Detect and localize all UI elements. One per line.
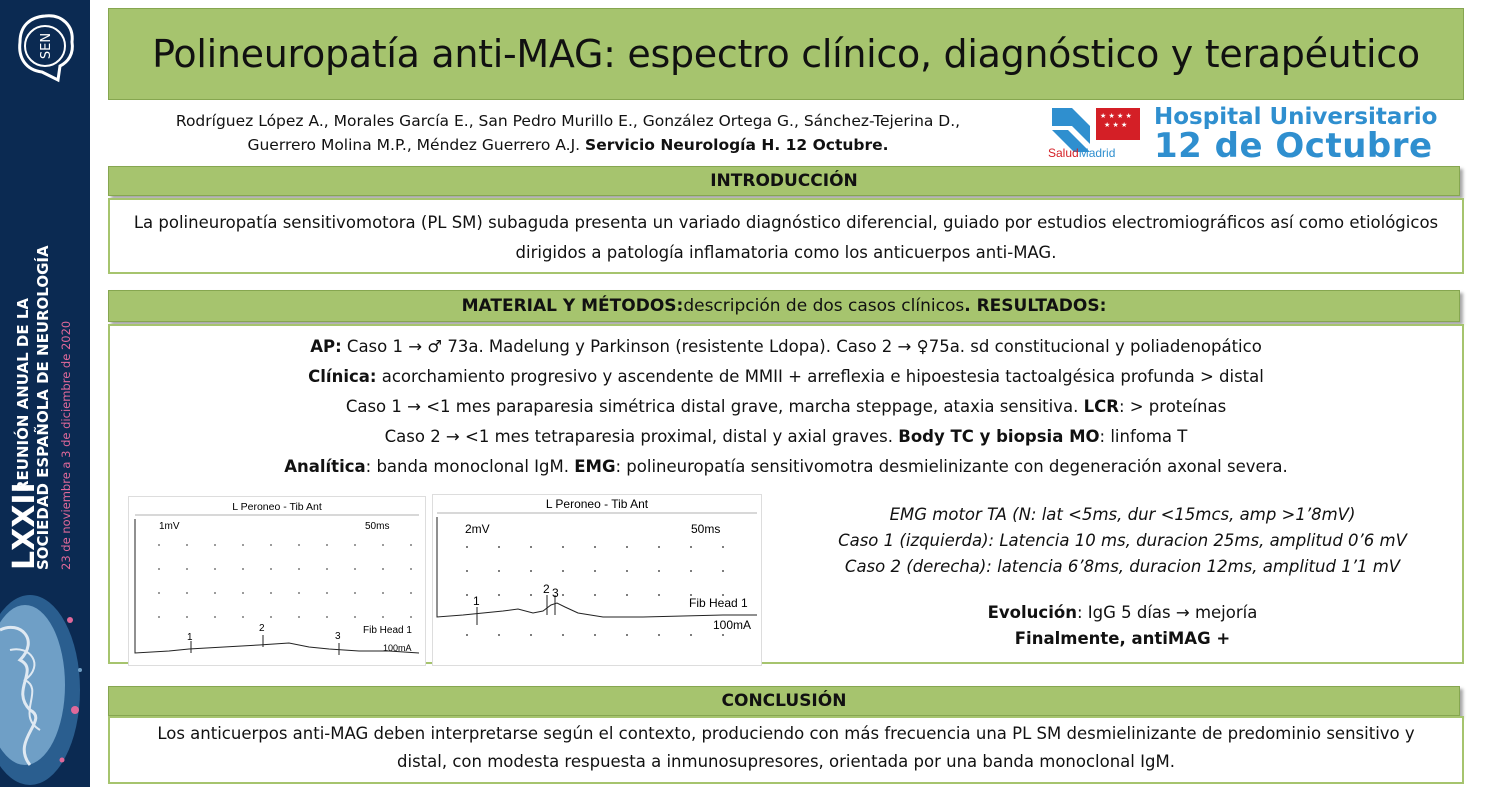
emg-left-time: 50ms [365,521,390,532]
emg-left-marker2: 2 [259,623,265,634]
emg-right-marker2: 2 [543,582,550,596]
meeting-line1: REUNIÓN ANUAL DE LA [14,298,32,492]
final-result: Finalmente, antiMAG + [1014,629,1231,648]
brain-illustration [0,590,90,787]
conclusion-heading-bar [108,686,1460,716]
meeting-line2: SOCIEDAD ESPAÑOLA DE NEUROLOGÍA [34,245,52,570]
methods-heading-bold2: . RESULTADOS: [964,296,1107,316]
evolucion-text: : IgG 5 días → mejoría [1076,603,1258,622]
ap-text: Caso 1 → ♂ 73a. Madelung y Parkinson (resistente Ldopa). Caso 2 → ♀75a. sd constitucional y poliadenopático [341,337,1262,356]
caso1-lcr-text: : > proteínas [1118,397,1227,416]
methods-heading-bar [108,290,1460,322]
conclusion-text: Los anticuerpos anti-MAG deben interpretarse según el contexto, produciendo con más frecuencia una PL SM desmielinizante de predominio sensitivo y distal, con modesta respuesta a inmunosupresores, orientada por una banda monoclonal IgM. [157,724,1415,771]
meeting-number: LXXII [7,482,42,570]
methods-heading-bold1: MATERIAL Y MÉTODOS: [461,296,684,316]
caso2-result: : linfoma T [1099,427,1188,446]
emg-right-marker3: 3 [552,586,559,600]
authors-line2: Guerrero Molina M.P., Méndez Guerrero A.J. [247,136,581,154]
caso2-label: Body TC y biopsia MO [898,427,1100,446]
caso1-text: Caso 1 → <1 mes paraparesia simétrica distal grave, marcha steppage, ataxia sensitiva. [345,397,1084,416]
emg-right-site: Fib Head 1 [689,596,748,610]
authors-service: Servicio Neurología H. 12 Octubre. [585,136,889,154]
caso2-line [110,422,1462,452]
svg-text:★ ★ ★: ★ ★ ★ [1104,121,1128,129]
emg-text: : polineuropatía sensitivomotra desmielinizante con degeneración axonal severa. [615,457,1288,476]
conclusion-heading: CONCLUSIÓN [721,691,847,711]
emg-left-marker3: 3 [335,631,341,642]
emg-right-marker1: 1 [473,594,480,608]
clinica-text: acorchamiento progresivo y ascendente de MMII + arreflexia e hipoestesia tactoalgésica profunda > distal [376,367,1264,386]
conference-sidebar [0,0,90,787]
emg-right-title: L Peroneo - Tib Ant [545,497,649,511]
meeting-title-vertical [0,0,90,600]
intro-heading: INTRODUCCIÓN [710,171,858,191]
emg-right-stim: 100mA [713,618,752,632]
meeting-dates: 23 de noviembre a 3 de diciembre de 2020 [59,320,73,570]
analitica-text: : banda monoclonal IgM. [365,457,575,476]
emg-notes-line1: EMG motor TA (N: lat <5ms, dur <15mcs, amp >1’8mV) [889,505,1356,524]
sen-logo-text: SEN [39,32,54,60]
emg-right-time: 50ms [691,522,721,536]
intro-heading-bar [108,166,1460,196]
evolucion-line [790,600,1455,626]
emg-right-plot [433,495,761,665]
authors-block [108,109,1028,157]
emg-notes-line3: Caso 2 (derecha): latencia 6’8ms, duracion 12ms, amplitud 1’1 mV [844,557,1401,576]
intro-body [108,198,1464,274]
ap-line [110,332,1462,362]
svg-text:★ ★ ★ ★: ★ ★ ★ ★ [1100,112,1132,120]
hospital-logo [1044,104,1464,164]
conclusion-body [108,716,1464,784]
hospital-name-line2: 12 de Octubre [1154,126,1433,166]
salud-word: Salud [1048,146,1079,160]
evolucion-label: Evolución [987,603,1077,622]
authors-line1: Rodríguez López A., Morales García E., San Pedro Murillo E., González Ortega G., Sánchez-Tejerina D., [175,112,961,130]
hospital-name-line1: Hospital Universitario [1154,104,1438,130]
poster-title: Polineuropatía anti-MAG: espectro clínico, diagnóstico y terapéutico [152,32,1420,76]
emg-right-amp: 2mV [465,522,490,536]
salud-madrid-label [1048,146,1115,160]
analitica-label: Analítica [284,457,366,476]
caso1-line [110,392,1462,422]
caso2-text: Caso 2 → <1 mes tetraparesia proximal, distal y axial graves. [384,427,899,446]
clinica-line [110,362,1462,392]
emg-trace-left [128,496,426,666]
emg-left-stim: 100mA [383,643,412,653]
intro-text: La polineuropatía sensitivomotora (PL SM) subaguda presenta un variado diagnóstico diferencial, guiado por estudios electromiográficos así como etiológicos dirigidos a patología inflamatoria como los anticuerpos anti-MAG. [133,213,1439,262]
emg-left-title: L Peroneo - Tib Ant [232,501,322,513]
emg-label: EMG [574,457,616,476]
methods-heading-normal: descripción de dos casos clínicos [683,296,965,316]
ap-label: AP: [310,337,342,356]
analitica-line [110,452,1462,482]
clinica-label: Clínica: [308,367,377,386]
madrid-word: Madrid [1078,146,1116,160]
emg-trace-right [432,494,762,666]
emg-notes-line2: Caso 1 (izquierda): Latencia 10 ms, duracion 25ms, amplitud 0’6 mV [838,531,1407,550]
emg-left-plot [129,497,425,665]
emg-left-amp: 1mV [159,521,180,532]
emg-notes [790,502,1455,652]
emg-left-site: Fib Head 1 [363,625,412,636]
poster-title-banner [108,8,1464,100]
emg-left-marker1: 1 [187,632,193,643]
caso1-lcr-label: LCR [1083,397,1119,416]
